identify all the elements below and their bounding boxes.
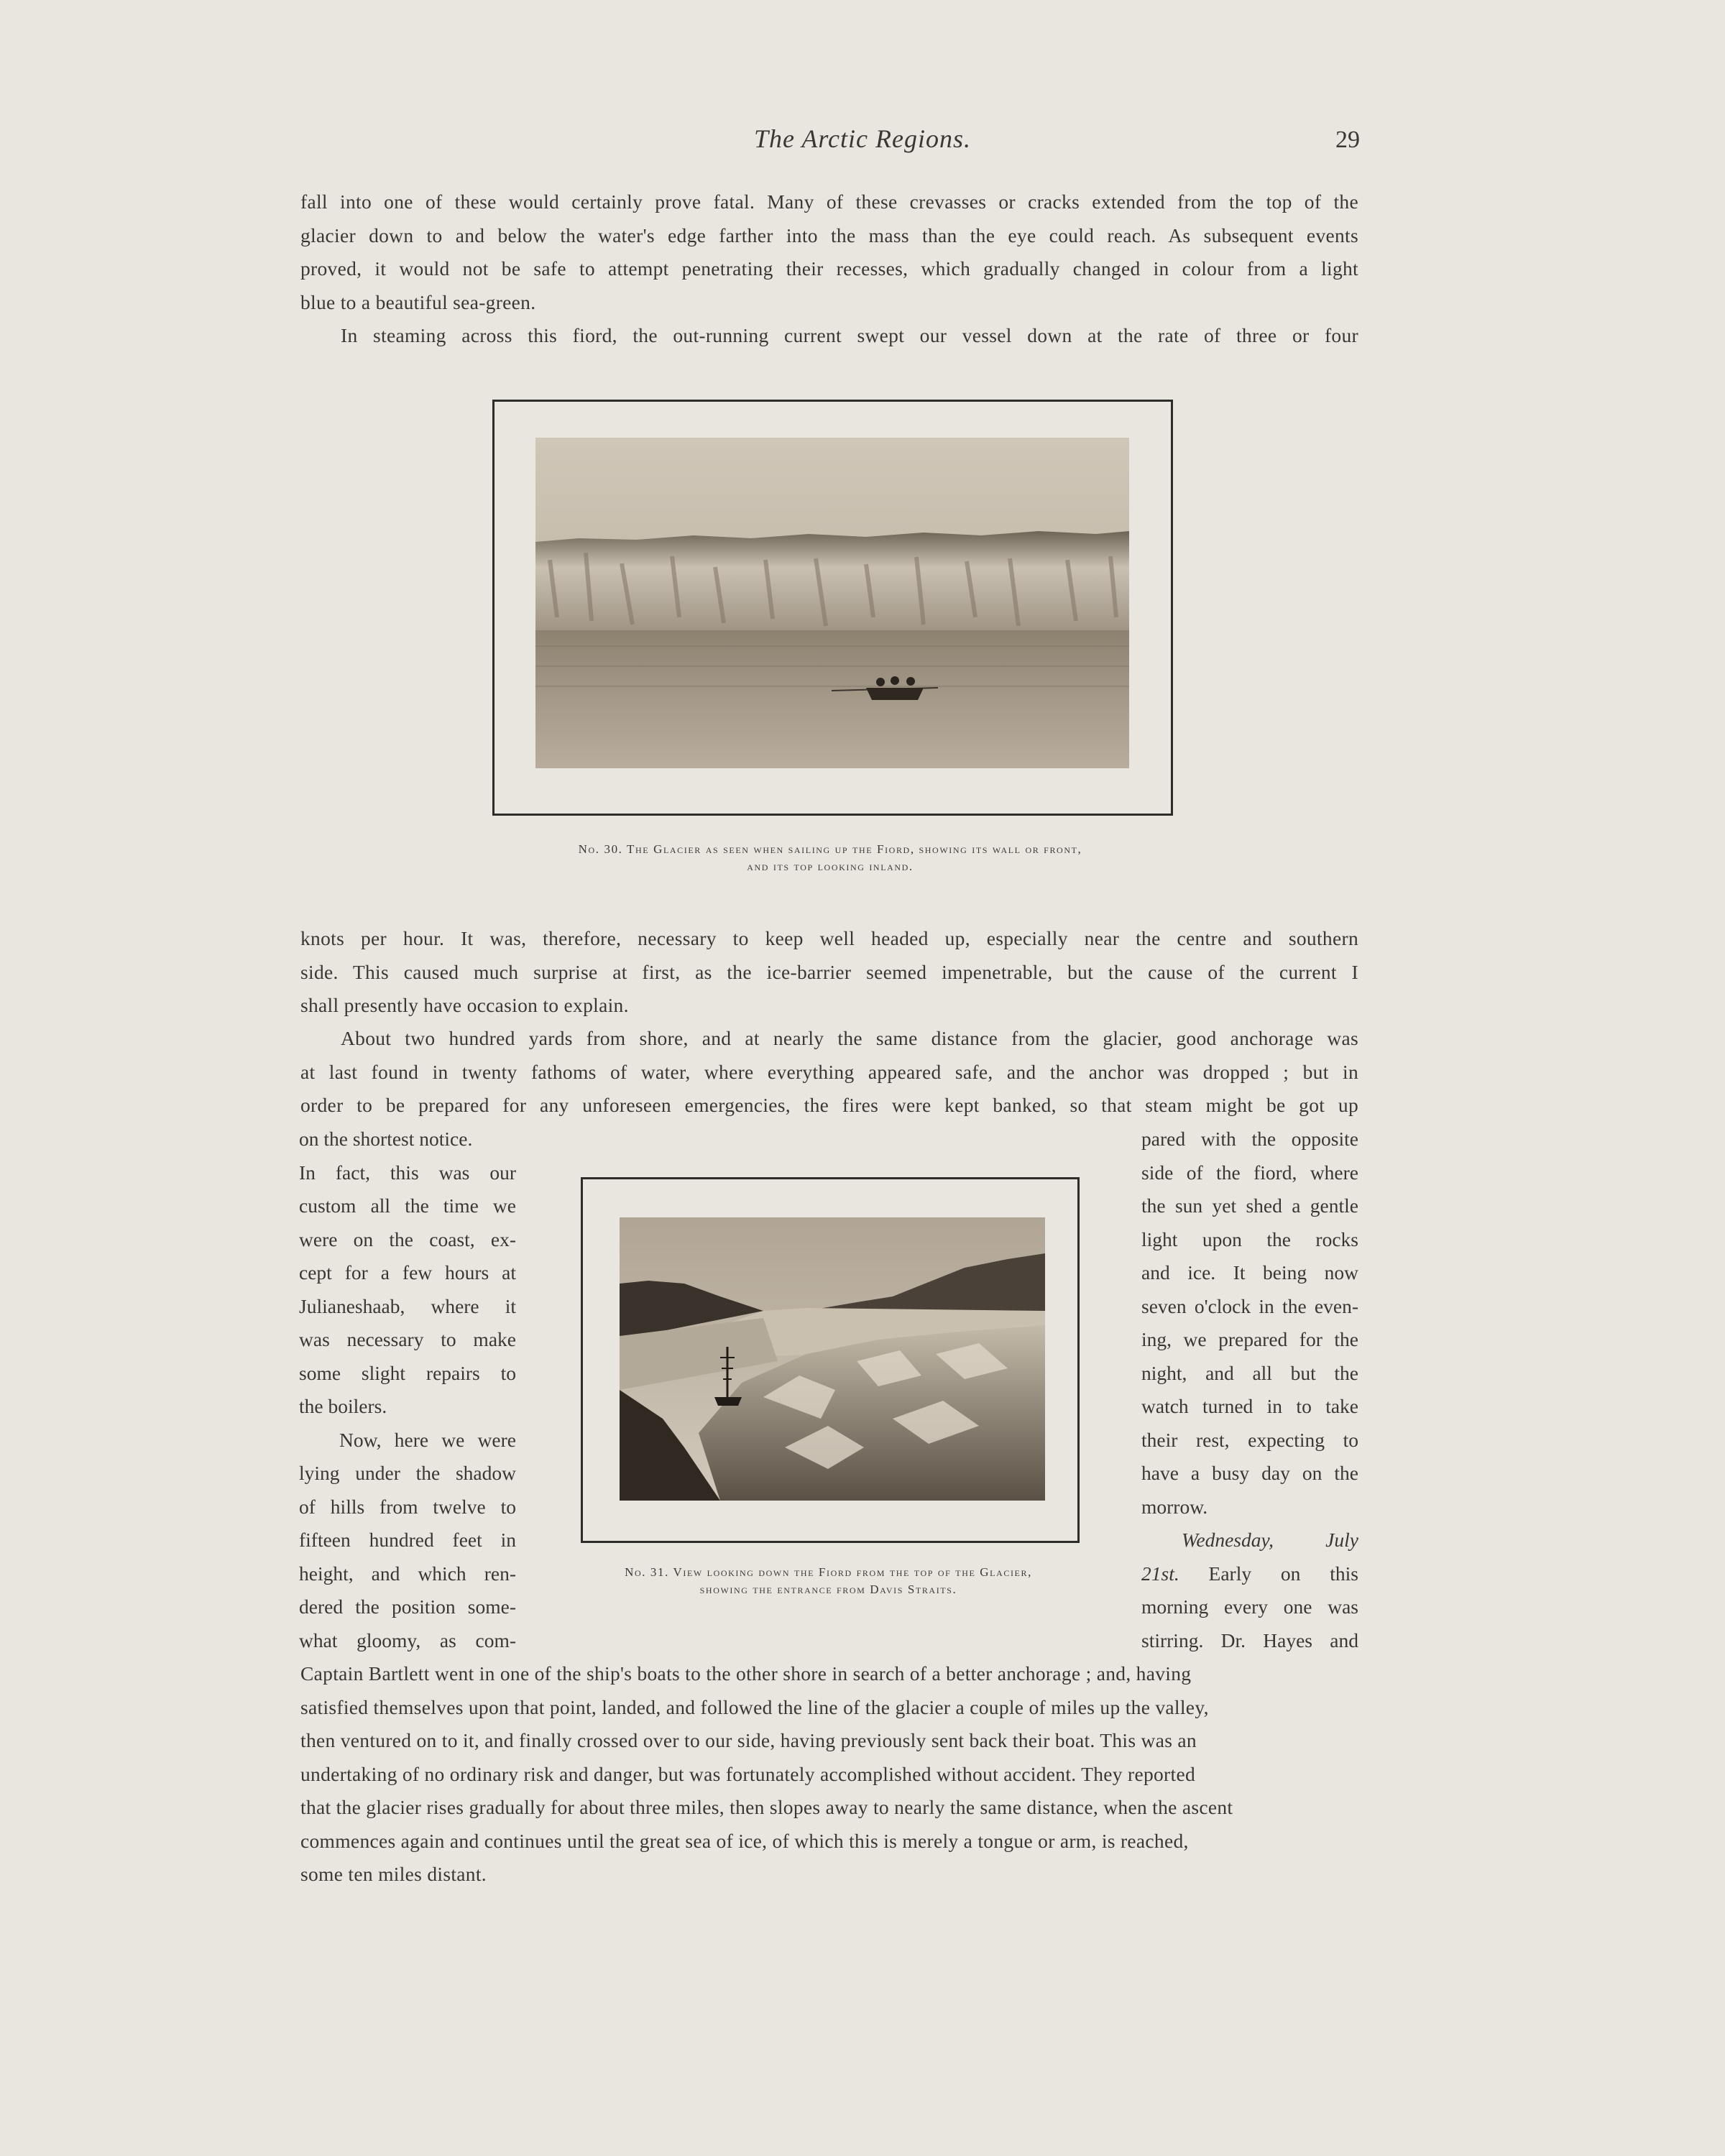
text-line: side of the fiord, where — [1141, 1161, 1358, 1184]
text-line: were on the coast, ex- — [299, 1227, 516, 1250]
date-day: 21st. — [1141, 1562, 1179, 1585]
text-line: commences again and continues until the great sea of ice, of which this is merely a tongue or arm, is reached, — [300, 1829, 1189, 1852]
figure-31-caption — [561, 1564, 1096, 1598]
text-line: that the glacier rises gradually for about three miles, then slopes away to nearly the same distance, when the ascent — [300, 1796, 1233, 1818]
text-line: light upon the rocks — [1141, 1227, 1358, 1250]
steaming-paragraph — [300, 319, 1358, 353]
text-line: lying under the shadow — [299, 1462, 516, 1484]
right-column — [1141, 1123, 1358, 1657]
text-line: fifteen hundred feet in — [299, 1529, 516, 1551]
fiord-view-photo — [620, 1217, 1045, 1501]
text-fragment: Early on this — [1208, 1562, 1358, 1585]
text-line: morning every one was — [1141, 1595, 1358, 1618]
text-line: what gloomy, as com- — [299, 1628, 516, 1651]
text-line: order to be prepared for any unforeseen emergencies, the fires were kept banked, so that steam might be got up — [300, 1094, 1358, 1116]
page-number: 29 — [1335, 126, 1360, 153]
text-line: blue to a beautiful sea-green. — [300, 290, 536, 313]
glacier-wall-image — [535, 438, 1129, 768]
text-line: knots per hour. It was, therefore, necessary to keep well headed up, especially near the centre and southern — [300, 927, 1358, 949]
caption-line: No. 30. The Glacier as seen when sailing up the Fiord, showing its wall or front, — [578, 842, 1082, 856]
text-line: proved, it would not be safe to attempt penetrating their recesses, which gradually changed in colour from a light — [300, 257, 1358, 280]
fiord-view-image — [620, 1217, 1045, 1501]
text-line: seven o'clock in the even- — [1141, 1294, 1358, 1317]
text-line: on the shortest notice. — [299, 1128, 473, 1150]
text-line: satisfied themselves upon that point, landed, and followed the line of the glacier a couple of miles up the valley, — [300, 1695, 1209, 1718]
text-line: watch turned in to take — [1141, 1395, 1358, 1417]
text-line: was necessary to make — [299, 1328, 516, 1350]
text-line: Now, here we were — [339, 1428, 516, 1451]
text-line: night, and all but the — [1141, 1361, 1358, 1384]
text-line: side. This caused much surprise at first, as the ice-barrier seemed impenetrable, but the cause of the current I — [300, 960, 1358, 983]
text-line: In steaming across this fiord, the out-running current swept our vessel down at the rate of three or four — [341, 324, 1358, 346]
text-line: custom all the time we — [299, 1194, 516, 1217]
text-line: ing, we prepared for the — [1141, 1328, 1358, 1350]
text-line — [1141, 1557, 1358, 1591]
running-title: The Arctic Regions. — [754, 124, 971, 153]
text-line: dered the position some- — [299, 1595, 516, 1618]
text-line: fall into one of these would certainly prove fatal. Many of these crevasses or cracks extended from the top of the — [300, 190, 1358, 213]
text-line: some ten miles distant. — [300, 1863, 487, 1885]
text-line: height, and which ren- — [299, 1562, 516, 1585]
caption-line: and its top looking inland. — [747, 860, 914, 873]
text-line: shall presently have occasion to explain. — [300, 994, 629, 1016]
text-line: some slight repairs to — [299, 1361, 516, 1384]
figure-30-caption — [402, 841, 1258, 875]
text-line: pared with the opposite — [1141, 1128, 1358, 1150]
text-line: In fact, this was our — [299, 1161, 516, 1184]
text-line: and ice. It being now — [1141, 1261, 1358, 1284]
text-line: Julianeshaab, where it — [299, 1294, 516, 1317]
text-line: have a busy day on the — [1141, 1462, 1358, 1484]
text-line: cept for a few hours at — [299, 1261, 516, 1284]
caption-line: showing the entrance from Davis Straits. — [699, 1583, 957, 1596]
closing-paragraph — [300, 1657, 1358, 1892]
text-line: of hills from twelve to — [299, 1495, 516, 1518]
glacier-wall-photo — [535, 438, 1129, 768]
opening-paragraph — [300, 185, 1358, 319]
left-column — [299, 1123, 516, 1657]
text-line: then ventured on to it, and finally crossed over to our side, having previously sent back their boat. This was an — [300, 1729, 1197, 1751]
text-line: glacier down to and below the water's edge farther into the mass than the eye could reach. As subsequent events — [300, 224, 1358, 247]
anchorage-paragraph — [300, 1022, 1358, 1123]
date-heading: Wednesday, July — [1182, 1529, 1358, 1551]
text-line: Captain Bartlett went in one of the ship's boats to the other shore in search of a better anchorage ; and, having — [300, 1662, 1192, 1685]
text-line: the sun yet shed a gentle — [1141, 1194, 1358, 1217]
text-line: the boilers. — [299, 1395, 387, 1417]
text-line: morrow. — [1141, 1495, 1208, 1518]
text-line: About two hundred yards from shore, and at nearly the same distance from the glacier, good anchorage was — [341, 1027, 1358, 1049]
knots-paragraph — [300, 922, 1358, 1023]
text-line: undertaking of no ordinary risk and danger, but was fortunately accomplished without accident. They reported — [300, 1762, 1196, 1785]
text-line: their rest, expecting to — [1141, 1428, 1358, 1451]
text-line: stirring. Dr. Hayes and — [1141, 1628, 1358, 1651]
caption-line: No. 31. View looking down the Fiord from the top of the Glacier, — [625, 1565, 1032, 1579]
text-line: at last found in twenty fathoms of water, where everything appeared safe, and the anchor was dropped ; but in — [300, 1060, 1358, 1083]
